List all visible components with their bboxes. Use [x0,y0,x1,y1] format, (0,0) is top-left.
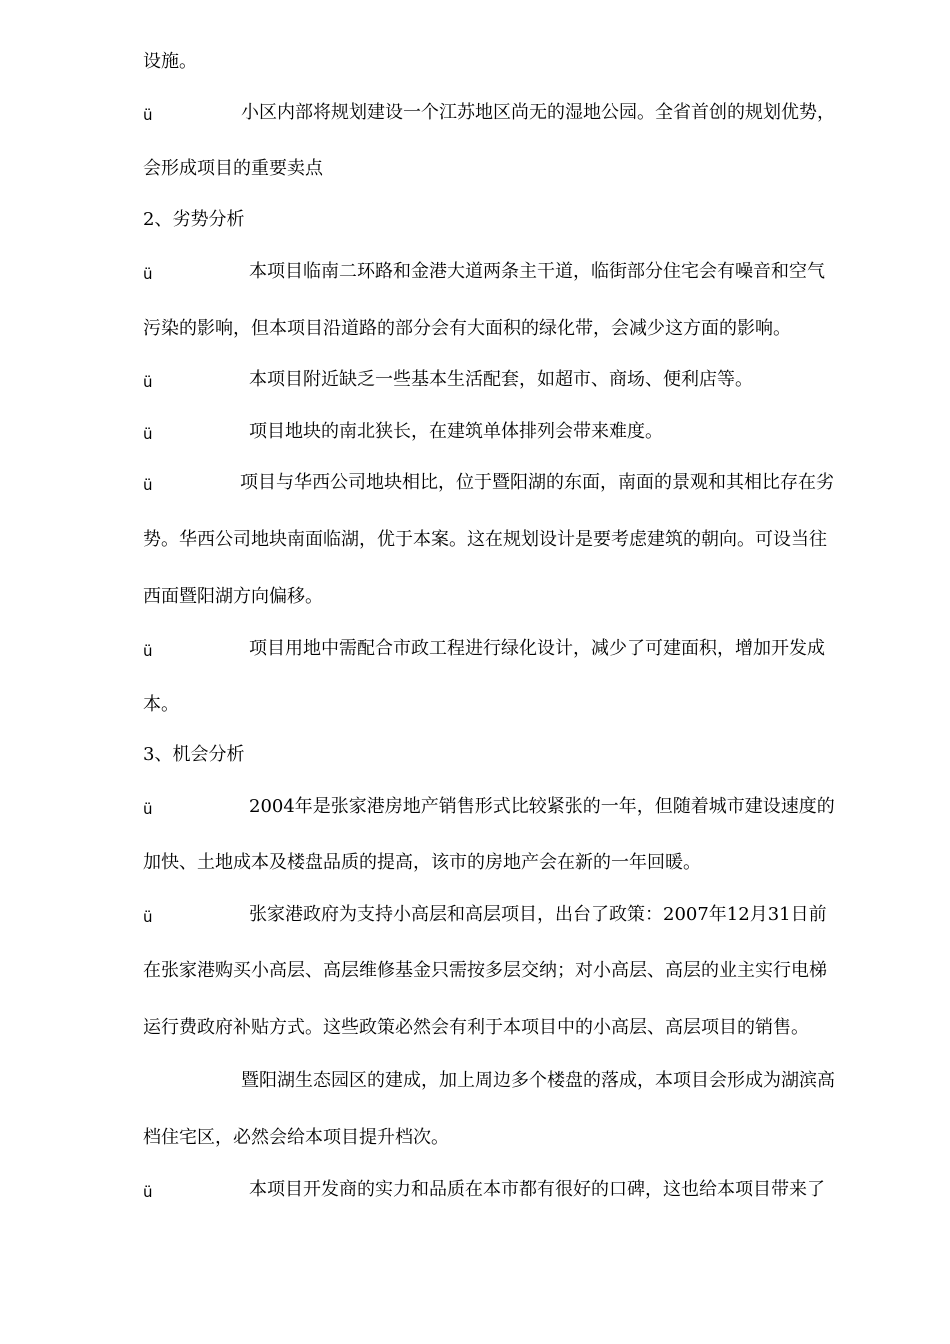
section-heading-weakness: 2、劣势分析 [143,209,245,230]
bullet-icon: ü [143,642,153,660]
paragraph-text: 本。 [143,694,179,715]
bullet-text: 本项目临南二环路和金港大道两条主干道，临街部分住宅会有噪音和空气 [249,261,825,282]
bullet-text: 张家港政府为支持小高层和高层项目，出台了政策：2007年12月31日前 [249,904,827,925]
bullet-text: 2004年是张家港房地产销售形式比较紧张的一年，但随着城市建设速度的 [249,796,835,817]
paragraph-text: 污染的影响，但本项目沿道路的部分会有大面积的绿化带，会减少这方面的影响。 [143,318,791,339]
bullet-icon: ü [143,476,153,494]
paragraph-text: 暨阳湖生态园区的建成，加上周边多个楼盘的落成，本项目会形成为湖滨高 [241,1070,835,1091]
bullet-text: 项目与华西公司地块相比，位于暨阳湖的东面，南面的景观和其相比存在劣 [240,472,834,493]
paragraph-text: 档住宅区，必然会给本项目提升档次。 [143,1127,449,1148]
bullet-text: 小区内部将规划建设一个江苏地区尚无的湿地公园。全省首创的规划优势， [241,102,835,123]
paragraph-text: 势。华西公司地块南面临湖，优于本案。这在规划设计是要考虑建筑的朝向。可设当往 [143,529,827,550]
bullet-icon: ü [143,800,153,818]
paragraph-text: 加快、土地成本及楼盘品质的提高，该市的房地产会在新的一年回暖。 [143,852,701,873]
bullet-icon: ü [143,373,153,391]
paragraph-text: 运行费政府补贴方式。这些政策必然会有利于本项目中的小高层、高层项目的销售。 [143,1017,809,1038]
bullet-text: 本项目附近缺乏一些基本生活配套，如超市、商场、便利店等。 [249,369,753,390]
paragraph-text: 西面暨阳湖方向偏移。 [143,586,323,607]
paragraph-text: 会形成项目的重要卖点 [143,158,323,179]
paragraph-text: 设施。 [143,51,197,72]
bullet-icon: ü [143,425,153,443]
bullet-icon: ü [143,265,153,283]
bullet-text: 项目用地中需配合市政工程进行绿化设计，减少了可建面积，增加开发成 [249,638,825,659]
bullet-icon: ü [143,908,153,926]
bullet-icon: ü [143,106,153,124]
section-heading-opportunity: 3、机会分析 [143,744,245,765]
bullet-icon: ü [143,1183,153,1201]
bullet-text: 本项目开发商的实力和品质在本市都有很好的口碑，这也给本项目带来了 [249,1179,825,1200]
paragraph-text: 在张家港购买小高层、高层维修基金只需按多层交纳；对小高层、高层的业主实行电梯 [143,960,827,981]
bullet-text: 项目地块的南北狭长，在建筑单体排列会带来难度。 [249,421,663,442]
